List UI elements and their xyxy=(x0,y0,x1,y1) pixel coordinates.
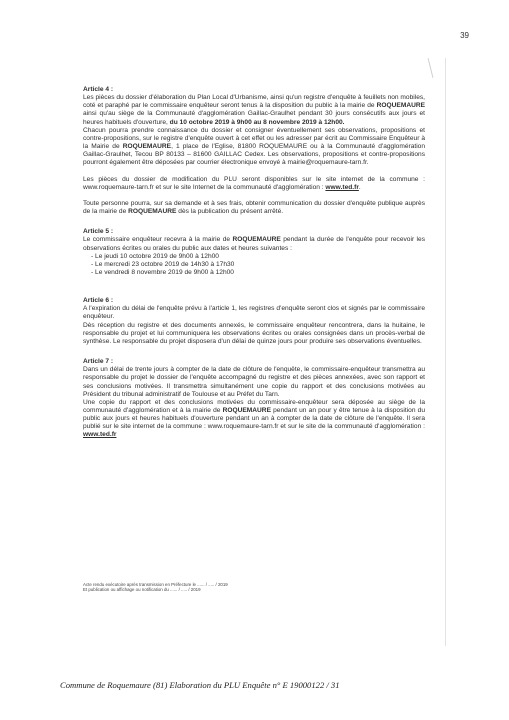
article-7-paragraph-2 xyxy=(83,399,425,440)
text-segment: , 1 place de l'Eglise, 81800 ROQUEMAURE ou à la Communauté d'agglomération Gaillac-Graulhet, Tecou BP 80133 – 81600 GAILLAC Cedex. Les observations, propositions et contre-propositions pourront également être déposées par courrier électronique envoyé à mairie@roquemaure-tarn.fr. xyxy=(83,143,425,167)
text-segment: Le commissaire enquêteur recevra à la mairie de xyxy=(83,236,233,244)
stamp-line-1: Acte rendu exécutoire après transmission en Préfecture le ...... / ..... / 2019 xyxy=(83,582,228,587)
text-segment: dès la publication du présent arrêté. xyxy=(176,208,284,216)
article-5-heading: Article 5 : xyxy=(83,228,114,236)
article-4-paragraph-1 xyxy=(83,94,425,127)
article-7-paragraph-1: Dans un délai de trente jours à compter de la date de clôture de l'enquête, le commissaire-enquêteur transmettra au responsable du projet le dossier de l'enquête accompagné du registre et des pièces annexées, avec son rapport et ses conclusions motivées. Il transmettra simultanément une copie du rapport et des conclusions motivées au Président du tribunal administratif de Toulouse et au Préfet du Tarn. xyxy=(83,366,425,398)
article-4-paragraph-4 xyxy=(83,200,425,216)
article-4-paragraph-3 xyxy=(83,176,425,192)
bold-text: ROQUEMAURE xyxy=(376,102,425,110)
text-segment: Chacun pourra prendre connaissance du dossier et consigner éventuellement ses observations, propositions et contre-propositions, sur le registre d'enquête ouvert à cet effet ou les adresser par écrit au Commissaire Enquêteur à la Mairie de xyxy=(83,126,425,151)
document-body xyxy=(83,86,425,440)
text-segment: pendant la durée de l'enquête pour recevoir les observations écrites ou orales du public aux dates et heures suivantes : xyxy=(83,236,425,252)
bold-text: du 10 octobre 2019 à 9h00 au 8 novembre 2019 à 12h00. xyxy=(169,118,345,126)
article-4-paragraph-2 xyxy=(83,127,425,168)
article-5 xyxy=(83,228,425,277)
text-segment: Toute personne pourra, sur sa demande et à ses frais, obtenir communication du dossier d'enquête publique auprès de la mairie de xyxy=(83,199,425,216)
text-segment: Les pièces du dossier de modification du PLU seront disponibles sur le site internet de la commune : www.roquemaure-tarn.fr et sur le site Internet de la communauté d'agglomération : xyxy=(83,175,425,191)
article-7 xyxy=(83,358,425,440)
list-item: - Le vendredi 8 novembre 2019 de 9h00 à 12h00 xyxy=(91,268,234,276)
article-4 xyxy=(83,86,425,216)
text-segment: ainsi qu'au siège de la Communauté d'agglomération Gaillac-Graulhet pendant 30 jours consécutifs aux jours et heures habituels d'ouverture, xyxy=(83,110,425,126)
bold-text: ROQUEMAURE xyxy=(232,236,281,244)
article-5-paragraph-1 xyxy=(83,236,425,252)
list-item: - Le jeudi 10 octobre 2019 de 9h00 à 12h00 xyxy=(91,252,219,260)
permanence-dates-list xyxy=(91,253,425,277)
bold-text: ROQUEMAURE xyxy=(222,407,271,414)
article-7-heading: Article 7 : xyxy=(83,358,114,366)
list-item: - Le mercredi 23 octobre 2019 de 14h30 à 17h30 xyxy=(91,260,235,268)
article-6 xyxy=(83,297,425,346)
text-segment: Une copie du rapport et des conclusions motivées du commissaire-enquêteur sera déposée au siège de la communauté d'agglomération et à la mairie de xyxy=(83,398,425,414)
text-segment: Les pièces du dossier d'élaboration du Plan Local d'Urbanisme, ainsi qu'un registre d'enquête à feuillets non mobiles, coté et paraphé par le commissaire enquêteur seront tenus à la disposition du public à la mairie de xyxy=(83,94,425,110)
prefecture-stamp-text xyxy=(83,582,383,592)
link-text: www.ted.fr xyxy=(325,183,359,191)
page-footer: Commune de Roquemaure (81) Elaboration du PLU Enquête n° E 19000122 / 31 xyxy=(60,680,340,690)
bold-text: ROQUEMAURE xyxy=(128,208,177,216)
article-6-paragraph-2: Dès réception du registre et des documents annexés, le commissaire enquêteur rencontrera, dans la huitaine, le responsable du projet et lui communiquera les observations écrites ou orales consignées dans un procès-verbal de synthèse. Le responsable du projet disposera d'un délai de quinze jours pour produire ses observations éventuelles. xyxy=(83,321,425,345)
page-number: 39 xyxy=(460,31,469,40)
text-segment: pendant un an pour y être tenue à la disposition du public aux jours et heures habituels d'ouverture pendant un an à compter de la date de clôture de l'enquête. Il sera publié sur le site internet de la commune : www.roquemaure-tarn.fr et sur le site de la communauté d'agglomération : xyxy=(83,407,425,431)
text-segment: . xyxy=(358,183,361,191)
article-4-heading: Article 4 : xyxy=(83,86,114,93)
link-text: www.ted.fr xyxy=(83,431,117,439)
article-6-heading: Article 6 : xyxy=(83,297,114,305)
bold-text: ROQUEMAURE xyxy=(122,143,172,151)
stamp-line-2: Et publication ou affichage ou notification du ...... / ..... / 2019 xyxy=(83,587,201,593)
article-6-paragraph-1: A l'expiration du délai de l'enquête prévu à l'article 1, les registres d'enquête seront clos et signés par le commissaire enquêteur. xyxy=(83,305,425,321)
